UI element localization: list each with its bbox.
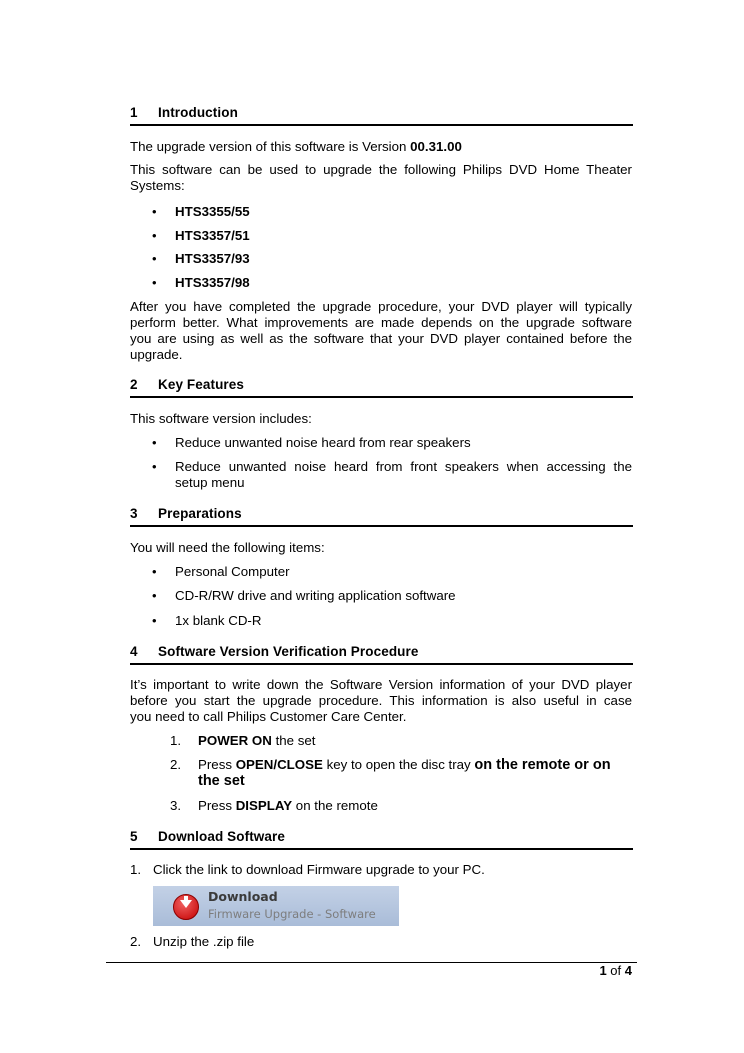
download-button-title: Download bbox=[208, 889, 278, 904]
verification-step: 2. Press OPEN/CLOSE key to open the disc tray on the remote or on the set bbox=[170, 757, 611, 789]
after-upgrade-paragraph: After you have completed the upgrade procedure, your DVD player will typically perform better. What improvements are made depends on the upgrade software you are using as well as the software that your DVD player contained before the upgrade. bbox=[130, 299, 632, 362]
systems-paragraph: This software can be used to upgrade the following Philips DVD Home Theater Systems: bbox=[130, 162, 632, 193]
download-firmware-button[interactable] bbox=[153, 886, 399, 926]
footer-divider bbox=[106, 962, 637, 963]
section-heading-introduction: 1 Introduction bbox=[130, 105, 633, 126]
features-intro: This software version includes: bbox=[130, 411, 312, 426]
preparations-intro: You will need the following items: bbox=[130, 540, 325, 555]
page-number: 1 of 4 bbox=[599, 963, 632, 978]
section-heading-download: 5 Download Software bbox=[130, 829, 633, 850]
document-page: 1 Introduction The upgrade version of this software is Version 00.31.00 This software can be used to upgrade the following Philips DVD Home Theater Systems: • HTS3355/55 • HTS3357/51 • HTS3357/93 • HTS3357/98 After you have completed the upgrade procedure, your DVD player will typically perform better. What improvements are made depends on the upgrade software you are using as well as the software that your DVD player contained before the upgrade. 2 Key Features This software version includes: • Reduce unwanted noise heard from rear speakers • Reduce unwanted noise heard from front speakers when accessing the setup menu 3 Preparations You will need the following items: • Personal Computer • CD-R/RW drive and writing application software • 1x blank CD-R 4 Software Version Verification Procedure It’s important to write down the Software Version information of your DVD player before you start the upgrade procedure. This information is also useful in case you need to call Philips Customer Care Center. 1. POWER ON the set 2. Press OPEN/CLOSE key to open the disc tray on the remote or on the set 3. Press DISPLAY on the remote 5 Download Software 1. Click the link to download Firmware upgrade to your PC. Download Firmware Upgrade - Software 2. Unzip the .zip file 1 of 4 bbox=[0, 0, 744, 1053]
version-line: The upgrade version of this software is Version 00.31.00 bbox=[130, 139, 462, 154]
feature-list-item: • Reduce unwanted noise heard from front speakers when accessing the setup menu bbox=[152, 459, 632, 490]
section-heading-preparations: 3 Preparations bbox=[130, 506, 633, 527]
download-arrow-icon bbox=[173, 894, 199, 920]
section-heading-key-features: 2 Key Features bbox=[130, 377, 633, 398]
download-button-subtitle: Firmware Upgrade - Software bbox=[208, 907, 376, 921]
version-number: 00.31.00 bbox=[410, 139, 462, 154]
section-heading-verification: 4 Software Version Verification Procedure bbox=[130, 644, 633, 665]
verification-paragraph: It’s important to write down the Software Version information of your DVD player before you start the upgrade procedure. This information is also useful in case you need to call Philips Customer Care Center. bbox=[130, 677, 632, 724]
